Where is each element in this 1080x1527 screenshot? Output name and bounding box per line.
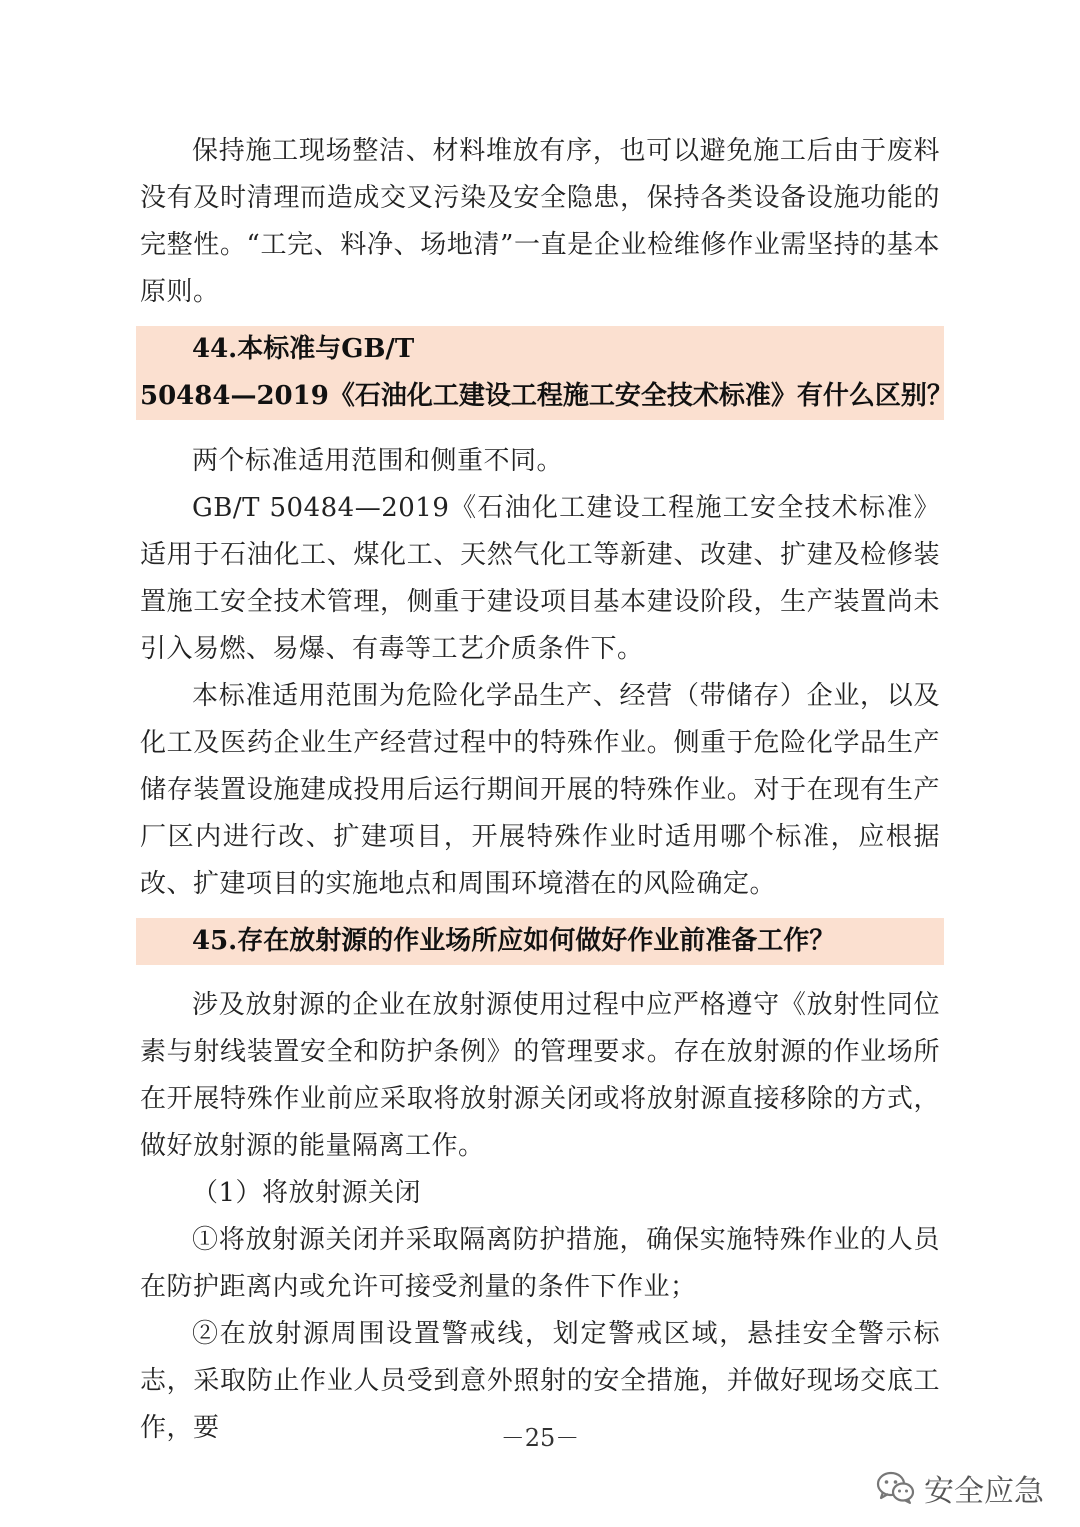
paragraph-this-standard-scope: 本标准适用范围为危险化学品生产、经营（带储存）企业，以及化工及医药企业生产经营过程中的特殊作业。侧重于危险化学品生产储存装置设施建成投用后运行期间开展的特殊作业。对于在现有生产厂区内进行改、扩建项目，开展特殊作业时适用哪个标准，应根据改、扩建项目的实施地点和周围环境潜在的风险确定。 — [140, 681, 940, 899]
paragraph-close-source-step2: ②在放射源周围设置警戒线，划定警戒区域，悬挂安全警示标志，采取防止作业人员受到意外照射的安全措施，并做好现场交底工作，要 — [140, 1319, 940, 1443]
section-44-heading — [136, 326, 953, 420]
paragraph-radiation-source-regulation: 涉及放射源的企业在放射源使用过程中应严格遵守《放射性同位素与射线装置安全和防护条例》的管理要求。存在放射源的作业场所在开展特殊作业前应采取将放射源关闭或将放射源直接移除的方式，做好放射源的能量隔离工作。 — [140, 990, 940, 1161]
watermark — [876, 1466, 1044, 1510]
page-number: －25－ — [500, 1424, 580, 1452]
paragraph-cleanup-principle: 保持施工现场整洁、材料堆放有序，也可以避免施工后由于废料没有及时清理而造成交叉污染及安全隐患，保持各类设备设施功能的完整性。“工完、料净、场地清”一直是企业检维修作业需坚持的基本原则。 — [140, 136, 940, 307]
section-45-heading-text: 45.存在放射源的作业场所应如何做好作业前准备工作？ — [192, 926, 836, 956]
watermark-text: 安全应急 — [924, 1474, 1044, 1509]
paragraph-scope-difference: 两个标准适用范围和侧重不同。 — [192, 446, 564, 476]
section-44-heading-line1: 44.本标准与GB/T — [192, 334, 415, 364]
paragraph-gbt-50484-scope: GB/T 50484—2019《石油化工建设工程施工安全技术标准》适用于石油化工、煤化工、天然气化工等新建、改建、扩建及检修装置施工安全技术管理，侧重于建设项目基本建设阶段，生产装置尚未引入易燃、易爆、有毒等工艺介质条件下。 — [140, 493, 940, 664]
paragraph-close-source-step1: ①将放射源关闭并采取隔离防护措施，确保实施特殊作业的人员在防护距离内或允许可接受剂量的条件下作业； — [140, 1225, 940, 1302]
wechat-icon — [876, 1471, 916, 1505]
section-44-heading-line2: 50484—2019《石油化工建设工程施工安全技术标准》有什么区别？ — [140, 381, 953, 411]
paragraph-close-source-title: （1）将放射源关闭 — [192, 1178, 422, 1208]
section-45-heading — [136, 918, 944, 965]
